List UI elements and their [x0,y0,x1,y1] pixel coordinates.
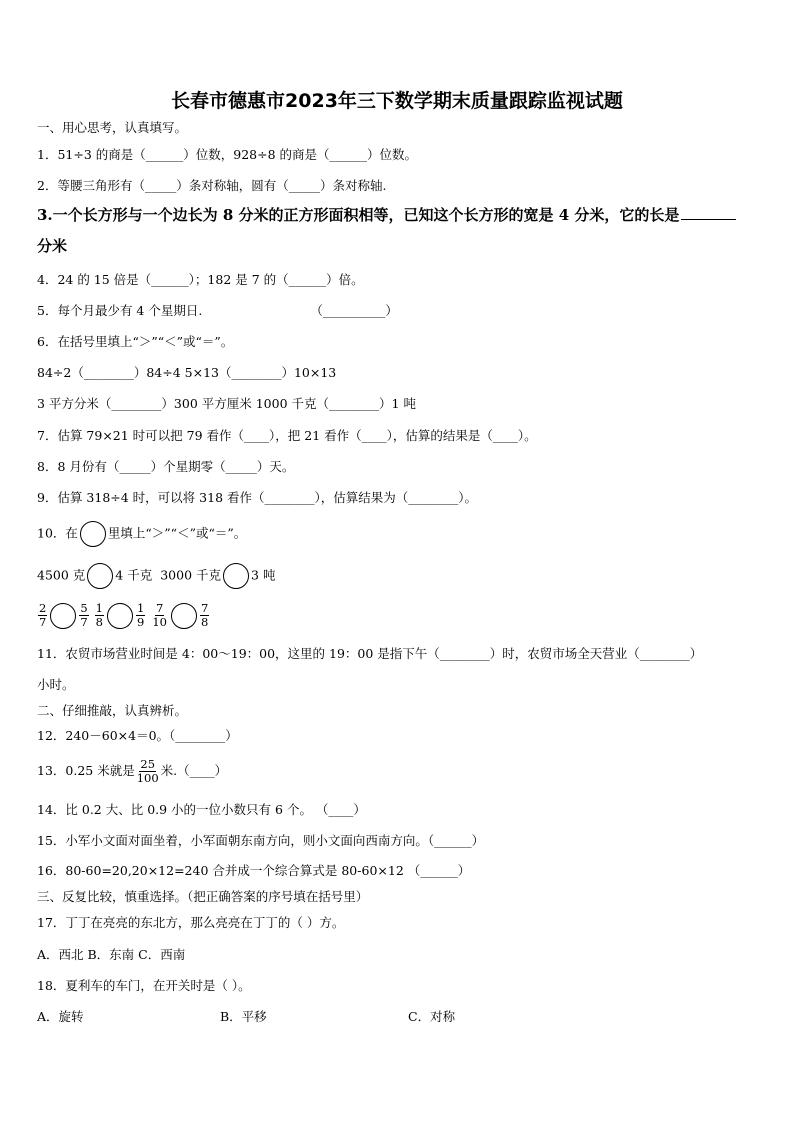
question-18: 18．夏利车的车门，在开关时是（ ）。 [37,978,251,993]
question-3-text: 3.一个长方形与一个边长为 8 分米的正方形面积相等，已知这个长方形的宽是 4 分米，它的长是 [37,206,680,224]
fraction: $\frac{7}{8}$ [200,601,209,629]
question-6-row-1: 84÷2（________）84÷4 5×13（________）10×13 [37,365,337,380]
page-title: 长春市德惠市2023年三下数学期末质量跟踪监视试题 [171,90,623,112]
question-18-option-b: B．平移 [220,1009,267,1024]
question-15: 15．小军小文面对面坐着，小军面朝东南方向，则小文面向西南方向。（______） [37,833,485,848]
compare-right: 3 吨 [251,567,276,583]
question-6: 6．在括号里填上“＞”“＜”或“＝”。 [37,334,234,349]
fraction: $\frac{1}{9}$ [136,601,145,629]
question-10-row-2 [37,600,210,630]
compare-circle[interactable] [223,563,249,589]
question-10-text: 10．在 [37,525,78,541]
question-18-option-a: A．旋转 [37,1009,84,1024]
question-11: 11．农贸市场营业时间是 4：00～19：00，这里的 19：00 是指下午（________）时，农贸市场全天营业（________） [37,646,703,661]
question-17: 17．丁丁在亮亮的东北方，那么亮亮在丁丁的（ ）方。 [37,915,345,930]
compare-circle[interactable] [107,603,133,629]
question-10-row-1 [37,563,275,589]
question-7: 7．估算 79×21 时可以把 79 看作（____），把 21 看作（____），估算的结果是（____）。 [37,428,537,443]
answer-blank: （__________） [310,303,398,318]
question-11-unit: 小时。 [37,677,75,692]
compare-circle[interactable] [87,563,113,589]
fraction: $\frac{7}{10}$ [152,601,167,629]
question-10-instruction: 里填上“＞”“＜”或“＝”。 [107,525,247,541]
question-2: 2．等腰三角形有（_____）条对称轴，圆有（_____）条对称轴. [37,178,387,193]
question-5-text: 5．每个月最少有 4 个星期日. [37,303,203,318]
section-heading-3: 三、反复比较，慎重选择。（把正确答案的序号填在括号里） [37,889,369,904]
question-13-tail: 米.（____） [160,763,228,778]
section-heading-2: 二、仔细推敲，认真辨析。 [37,703,188,718]
answer-blank [681,207,736,220]
question-6-row-2: 3 平方分米（________）300 平方厘米 1000 千克（________）1 吨 [37,396,416,411]
fraction: $\frac{2}{7}$ [39,601,47,629]
question-10 [37,521,246,547]
question-12: 12．240－60×4＝0。（________） [37,728,238,743]
question-18-option-c: C．对称 [408,1009,456,1024]
question-13-text: 13．0.25 米就是 [37,763,135,778]
compare-left: 4500 克 [37,567,86,583]
question-9: 9．估算 318÷4 时，可以将 318 看作（________），估算结果为（________）。 [37,490,477,505]
question-3 [37,206,736,224]
compare-left: 3000 千克 [160,567,222,583]
question-5 [37,302,398,320]
fraction: $\frac{1}{8}$ [95,601,103,629]
question-8: 8．8 月份有（_____）个星期零（_____）天。 [37,459,295,474]
section-heading-1: 一、用心思考，认真填写。 [37,120,188,135]
question-4: 4．24 的 15 倍是（______）；182 是 7 的（______）倍。 [37,272,364,287]
question-1: 1．51÷3 的商是（______）位数，928÷8 的商是（______）位数。 [37,147,418,162]
compare-circle[interactable] [171,603,197,629]
question-3-unit: 分米 [37,237,68,255]
compare-right: 4 千克 [115,567,153,583]
fraction: $\frac{25}{100}$ [136,757,159,785]
question-16: 16．80-60=20,20×12=240 合并成一个综合算式是 80-60×12 （______） [37,863,471,878]
question-13 [37,755,227,787]
question-17-options: A．西北 B．东南 C．西南 [37,947,186,962]
fraction: $\frac{5}{7}$ [80,601,88,629]
compare-circle[interactable] [80,521,106,547]
question-14: 14．比 0.2 大、比 0.9 小的一位小数只有 6 个。 （____） [37,802,366,817]
compare-circle[interactable] [50,603,76,629]
